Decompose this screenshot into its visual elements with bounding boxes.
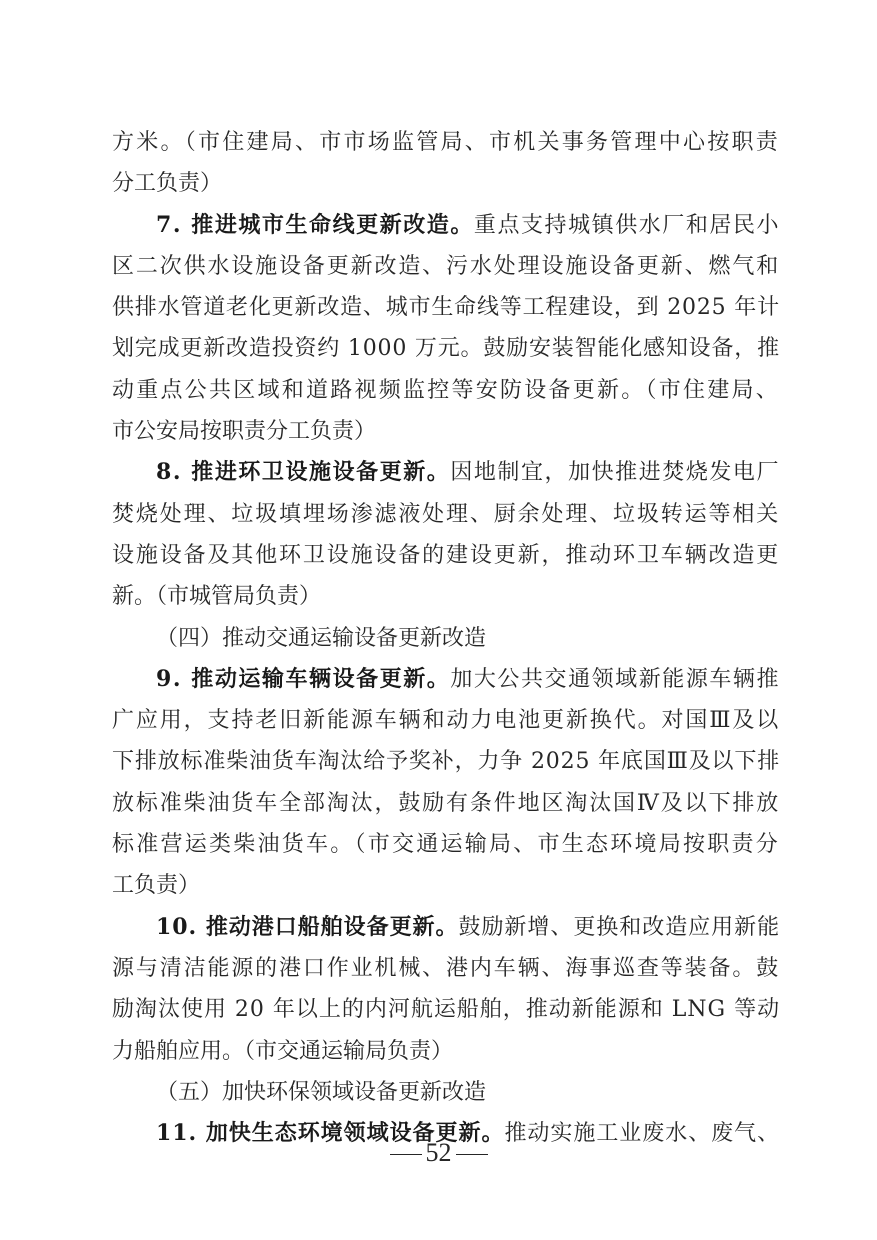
text-line <box>112 948 780 989</box>
text-line <box>112 783 780 824</box>
line-text: 鼓励新增、更换和改造应用新能 <box>458 914 781 940</box>
line-text: 市公安局按职责分工负责） <box>112 419 377 445</box>
item-heading: 7. 推进城市生命线更新改造。 <box>156 211 474 238</box>
line-text: 供排水管道老化更新改造、城市生命线等工程建设，到 2025 年计 <box>112 295 780 321</box>
text-line <box>112 989 780 1030</box>
text-line <box>112 907 780 948</box>
line-text: 因地制宜，加快推进焚烧发电厂 <box>450 460 781 486</box>
text-line <box>112 824 780 865</box>
text-line <box>112 576 780 617</box>
line-text: 工负责） <box>112 873 201 899</box>
line-text: 划完成更新改造投资约 1000 万元。鼓励安装智能化感知设备，推 <box>112 336 780 362</box>
line-text: 方米。（市住建局、市市场监管局、市机关事务管理中心按职责 <box>112 130 781 155</box>
text-line <box>112 287 780 328</box>
text-line <box>112 246 780 287</box>
body-text <box>112 122 780 1154</box>
line-text: 设施设备及其他环卫设施设备的建设更新，推动环卫车辆改造更 <box>112 542 781 568</box>
page-number-dash-left <box>390 1154 422 1155</box>
page-number-value: 52 <box>425 1138 452 1167</box>
line-text: 广应用，支持老旧新能源车辆和动力电池更新换代。对国Ⅲ及以 <box>112 708 781 734</box>
text-line <box>112 411 780 452</box>
text-line <box>112 494 780 535</box>
line-text: 标准营运类柴油货车。（市交通运输局、市生态环境局按职责分 <box>112 832 781 858</box>
text-line <box>112 328 780 369</box>
text-line <box>112 163 780 204</box>
line-text: 动重点公共区域和道路视频监控等安防设备更新。（市住建局、 <box>112 377 781 403</box>
line-text: 源与清洁能源的港口作业机械、港内车辆、海事巡查等装备。鼓 <box>112 955 781 981</box>
line-text: 放标准柴油货车全部淘汰，鼓励有条件地区淘汰国Ⅳ及以下排放 <box>112 790 781 816</box>
text-line <box>112 370 780 411</box>
text-line <box>112 1031 780 1072</box>
text-line <box>112 741 780 782</box>
line-text: 加大公共交通领域新能源车辆推 <box>450 666 781 692</box>
line-text: 推动实施工业废水、废气、 <box>504 1121 781 1147</box>
line-text: （五）加快环保领域设备更新改造 <box>156 1079 487 1105</box>
text-line <box>112 1072 780 1113</box>
text-line <box>112 205 780 246</box>
line-text: （四）推动交通运输设备更新改造 <box>156 625 487 651</box>
text-line <box>112 700 780 741</box>
line-text: 重点支持城镇供水厂和居民小 <box>473 212 781 238</box>
line-text: 焚烧处理、垃圾填埋场渗滤液处理、厨余处理、垃圾转运等相关 <box>112 501 781 527</box>
text-line <box>112 618 780 659</box>
line-text: 区二次供水设施设备更新改造、污水处理设施设备更新、燃气和 <box>112 253 781 279</box>
line-text: 分工负责） <box>112 171 223 197</box>
page-number-dash-right <box>456 1154 488 1155</box>
text-line <box>112 452 780 493</box>
text-line <box>112 535 780 576</box>
item-heading: 9. 推动运输车辆设备更新。 <box>156 665 451 692</box>
text-line <box>112 122 780 163</box>
item-heading: 11. 加快生态环境领域设备更新。 <box>156 1120 505 1147</box>
item-heading: 10. 推动港口船舶设备更新。 <box>156 913 459 940</box>
page-number <box>0 1136 877 1170</box>
text-line <box>112 659 780 700</box>
line-text: 励淘汰使用 20 年以上的内河航运船舶，推动新能源和 LNG 等动 <box>112 997 781 1023</box>
item-heading: 8. 推进环卫设施设备更新。 <box>156 459 451 486</box>
text-line <box>112 865 780 906</box>
line-text: 新。（市城管局负责） <box>112 584 322 610</box>
line-text: 力船舶应用。（市交通运输局负责） <box>112 1038 454 1064</box>
line-text: 下排放标准柴油货车淘汰给予奖补，力争 2025 年底国Ⅲ及以下排 <box>112 749 781 775</box>
